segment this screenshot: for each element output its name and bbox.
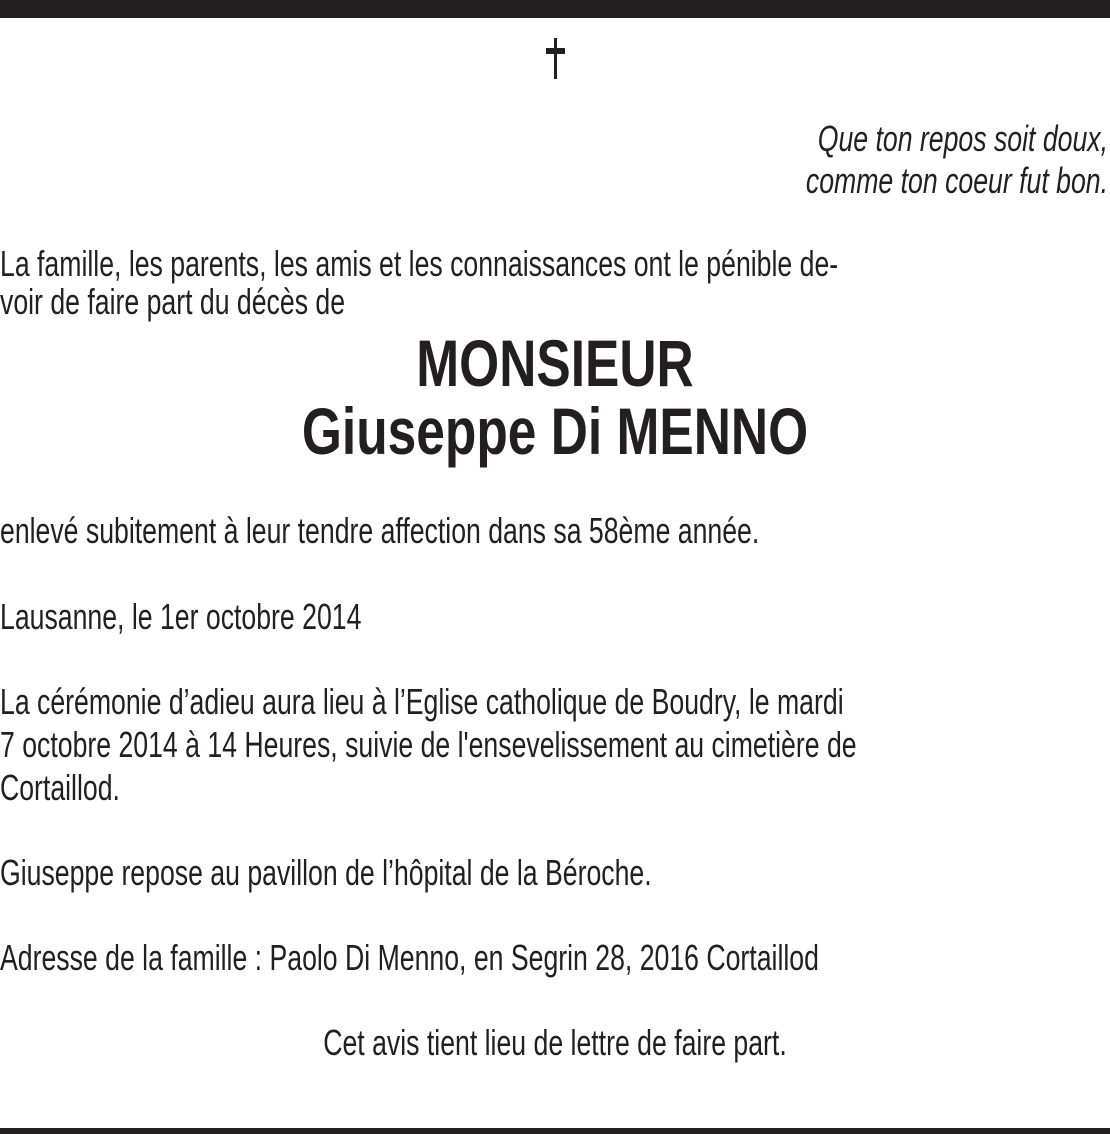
intro-line-1: La famille, les parents, les amis et les connaissances ont le pénible de-: [0, 243, 839, 284]
ceremony-line-3: Cortaillod.: [0, 767, 120, 808]
deceased-name: Giuseppe Di MENNO: [301, 394, 809, 468]
epigraph-line-1: Que ton repos soit doux,: [817, 118, 1108, 159]
cross-icon: [546, 38, 566, 80]
epigraph-line-2: comme ton coeur fut bon.: [805, 160, 1108, 201]
ceremony-line-1: La cérémonie d’adieu aura lieu à l’Eglise catholique de Boudry, le mardi: [0, 681, 844, 722]
bottom-border-rule: [0, 1128, 1110, 1134]
cross-icon-horizontal: [546, 48, 565, 54]
top-border-rule: [0, 0, 1110, 18]
place-date: Lausanne, le 1er octobre 2014: [0, 596, 362, 637]
ceremony-line-2: 7 octobre 2014 à 14 Heures, suivie de l'ensevelissement au cimetière de: [0, 724, 857, 765]
age-line: enlevé subitement à leur tendre affection dans sa 58ème année.: [0, 510, 760, 551]
family-address: Adresse de la famille : Paolo Di Menno, en Segrin 28, 2016 Cortaillod: [0, 937, 819, 978]
cross-icon-vertical: [554, 38, 557, 79]
deceased-title: MONSIEUR: [416, 326, 694, 400]
closing-line: Cet avis tient lieu de lettre de faire part.: [323, 1022, 787, 1063]
intro-line-2: voir de faire part du décès de: [0, 281, 346, 322]
repose-line: Giuseppe repose au pavillon de l’hôpital de la Béroche.: [0, 852, 652, 893]
